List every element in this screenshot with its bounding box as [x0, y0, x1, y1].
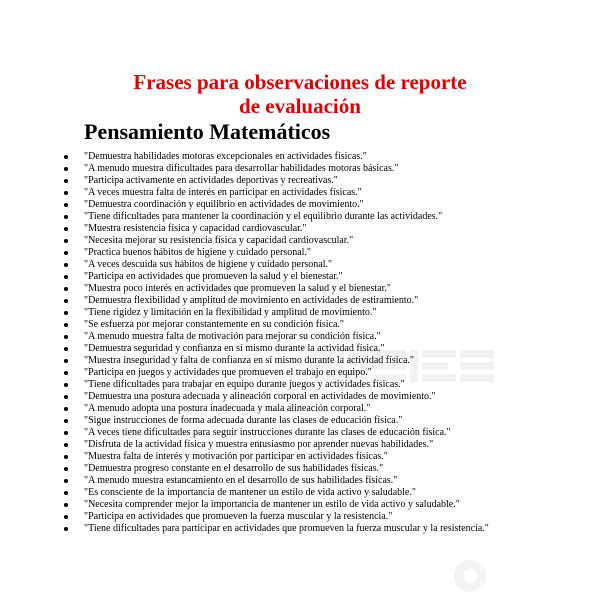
bullet-icon	[64, 371, 68, 375]
document-title	[0, 70, 600, 118]
bullet-icon	[64, 383, 68, 387]
list-item-text: "Participa en actividades que promueven la fuerza muscular y la resistencia."	[84, 511, 393, 522]
list-item	[84, 415, 524, 427]
list-item-text: "Demuestra flexibilidad y amplitud de movimiento en actividades de estiramiento."	[84, 295, 419, 306]
list-item-text: "Demuestra una postura adecuada y alineación corporal en actividades de movimiento."	[84, 391, 436, 402]
bullet-icon	[64, 455, 68, 459]
bullet-icon	[64, 191, 68, 195]
bullet-icon	[64, 323, 68, 327]
list-item-text: "Demuestra progreso constante en el desarrollo de sus habilidades físicas."	[84, 463, 384, 474]
list-item-text: "Participa activamente en actividades deportivas y recreativas."	[84, 175, 338, 186]
bullet-icon	[64, 443, 68, 447]
bullet-icon	[64, 167, 68, 171]
list-item	[84, 463, 524, 475]
list-item	[84, 379, 524, 391]
list-item	[84, 187, 524, 199]
list-item	[84, 475, 524, 487]
bullet-icon	[64, 515, 68, 519]
list-item	[84, 511, 524, 523]
bullet-icon	[64, 467, 68, 471]
bullet-icon	[64, 179, 68, 183]
list-item	[84, 235, 524, 247]
bullet-icon	[64, 335, 68, 339]
list-item	[84, 199, 524, 211]
title-line-1: Frases para observaciones de reporte	[133, 70, 467, 95]
list-item-text: "Necesita mejorar su resistencia física y capacidad cardiovascular."	[84, 235, 354, 246]
list-item	[84, 319, 524, 331]
bullet-icon	[64, 395, 68, 399]
list-item-text: "A veces muestra falta de interés en participar en actividades físicas."	[84, 187, 362, 198]
list-item	[84, 499, 524, 511]
bullet-icon	[64, 491, 68, 495]
list-item-text: "Se esfuerza por mejorar constantemente en su condición física."	[84, 319, 345, 330]
list-item-text: "Muestra poco interés en actividades que promueven la salud y el bienestar."	[84, 283, 391, 294]
phrase-list	[84, 151, 524, 535]
list-item-text: "Sigue instrucciones de forma adecuada durante las clases de educación física."	[84, 415, 403, 426]
bullet-icon	[64, 203, 68, 207]
list-item-text: "Practica buenos hábitos de higiene y cuidado personal."	[84, 247, 311, 258]
bullet-icon	[64, 215, 68, 219]
list-item	[84, 331, 524, 343]
bullet-icon	[64, 347, 68, 351]
list-item	[84, 163, 524, 175]
bullet-icon	[64, 239, 68, 243]
list-item	[84, 451, 524, 463]
list-item	[84, 247, 524, 259]
bullet-icon	[64, 227, 68, 231]
bullet-icon	[64, 479, 68, 483]
list-item	[84, 439, 524, 451]
list-item	[84, 295, 524, 307]
list-item-text: "A menudo muestra estancamiento en el desarrollo de sus habilidades físicas."	[84, 475, 398, 486]
list-item	[84, 403, 524, 415]
list-item-text: "Tiene dificultades para participar en actividades que promueven la fuerza muscular y la resistencia."	[84, 523, 489, 534]
list-item	[84, 487, 524, 499]
list-item-text: "Tiene dificultades para trabajar en equipo durante juegos y actividades físicas."	[84, 379, 405, 390]
bullet-icon	[64, 311, 68, 315]
list-item	[84, 427, 524, 439]
section-heading: Pensamiento Matemáticos	[84, 119, 331, 144]
list-item-text: "Participa en juegos y actividades que promueven el trabajo en equipo."	[84, 367, 372, 378]
list-item-text: "A menudo adopta una postura inadecuada y mala alineación corporal."	[84, 403, 371, 414]
list-item-text: "A veces tiene dificultades para seguir instrucciones durante las clases de educación física."	[84, 427, 451, 438]
list-item	[84, 523, 524, 535]
list-item-text: "Es consciente de la importancia de mantener un estilo de vida activo y saludable."	[84, 487, 416, 498]
list-item	[84, 271, 524, 283]
list-item	[84, 223, 524, 235]
list-item-text: "Disfruta de la actividad física y muestra entusiasmo por aprender nuevas habilidades."	[84, 439, 434, 450]
list-item	[84, 367, 524, 379]
list-item-text: "Demuestra coordinación y equilibrio en actividades de movimiento."	[84, 199, 364, 210]
title-line-2: de evaluación	[239, 94, 361, 119]
bullet-icon	[64, 155, 68, 159]
bullet-icon	[64, 251, 68, 255]
list-item-text: "Demuestra seguridad y confianza en sí mismo durante la actividad física."	[84, 343, 385, 354]
bullet-icon	[64, 299, 68, 303]
list-item	[84, 151, 524, 163]
bullet-icon	[64, 503, 68, 507]
list-item-text: "A veces descuida sus hábitos de higiene y cuidado personal."	[84, 259, 333, 270]
list-item	[84, 283, 524, 295]
list-item-text: "Necesita comprender mejor la importancia de mantener un estilo de vida activo y saludable."	[84, 499, 460, 510]
list-item-text: "Tiene dificultades para mantener la coordinación y el equilibrio durante las actividades."	[84, 211, 443, 222]
list-item	[84, 343, 524, 355]
list-item-text: "Demuestra habilidades motoras excepcionales en actividades físicas."	[84, 151, 367, 162]
bullet-icon	[64, 407, 68, 411]
list-item	[84, 211, 524, 223]
list-item	[84, 355, 524, 367]
list-item-text: "Muestra resistencia física y capacidad cardiovascular."	[84, 223, 307, 234]
list-item-text: "Muestra inseguridad y falta de confianza en sí mismo durante la actividad física."	[84, 355, 414, 366]
list-item	[84, 175, 524, 187]
list-item	[84, 391, 524, 403]
list-item-text: "Muestra falta de interés y motivación por participar en actividades físicas."	[84, 451, 388, 462]
bullet-icon	[64, 359, 68, 363]
list-item-text: "Participa en actividades que promueven la salud y el bienestar."	[84, 271, 343, 282]
bullet-icon	[64, 287, 68, 291]
bullet-icon	[64, 527, 68, 531]
list-item-text: "Tiene rigidez y limitación en la flexibilidad y amplitud de movimiento."	[84, 307, 377, 318]
bullet-icon	[64, 419, 68, 423]
list-item-text: "A menudo muestra dificultades para desarrollar habilidades motoras básicas."	[84, 163, 399, 174]
bullet-icon	[64, 263, 68, 267]
list-item	[84, 307, 524, 319]
bullet-icon	[64, 275, 68, 279]
bullet-icon	[64, 431, 68, 435]
list-item	[84, 259, 524, 271]
list-item-text: "A menudo muestra falta de motivación para mejorar su condición física."	[84, 331, 381, 342]
